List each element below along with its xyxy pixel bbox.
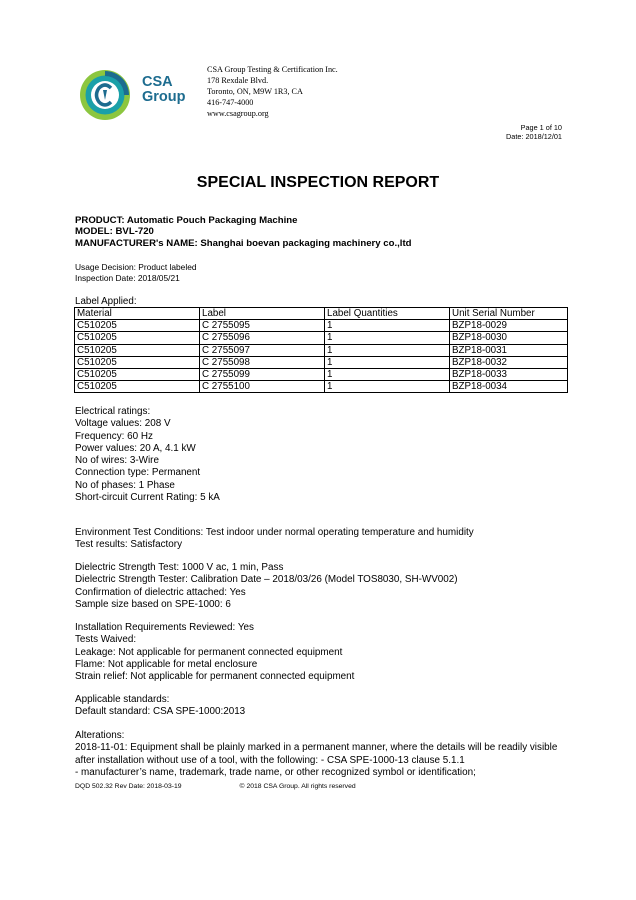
company-address bbox=[207, 64, 338, 119]
environment-tests bbox=[75, 527, 474, 552]
logo-text-csa: CSA bbox=[142, 74, 173, 90]
electrical-heading: Electrical ratings: bbox=[75, 406, 151, 417]
sample-size: Sample size based on SPE-1000: 6 bbox=[75, 598, 231, 610]
cell-quantity: 1 bbox=[325, 344, 450, 356]
cell-material: C510205 bbox=[75, 368, 200, 380]
flame: Flame: Not applicable for metal enclosure bbox=[75, 658, 258, 670]
applicable-standards bbox=[75, 694, 245, 719]
company-city: Toronto, ON, M9W 1R3, CA bbox=[207, 87, 303, 96]
voltage-values: Voltage values: 208 V bbox=[75, 418, 171, 430]
cell-quantity: 1 bbox=[325, 381, 450, 393]
cell-serial: BZP18-0029 bbox=[450, 320, 568, 332]
company-phone: 416-747-4000 bbox=[207, 98, 254, 107]
company-name: CSA Group Testing & Certification Inc. bbox=[207, 65, 338, 74]
logo-wordmark bbox=[142, 75, 186, 105]
default-standard: Default standard: CSA SPE-1000:2013 bbox=[75, 706, 246, 718]
cell-material: C510205 bbox=[75, 332, 200, 344]
page-info bbox=[506, 123, 562, 141]
footer-copyright: © 2018 CSA Group. All rights reserved bbox=[239, 783, 356, 790]
standards-heading: Applicable standards: bbox=[75, 694, 170, 705]
cell-material: C510205 bbox=[75, 344, 200, 356]
cell-quantity: 1 bbox=[325, 320, 450, 332]
installation-reviewed: Installation Requirements Reviewed: Yes bbox=[75, 622, 254, 633]
company-street: 178 Rexdale Blvd. bbox=[207, 76, 269, 85]
power-values: Power values: 20 A, 4.1 kW bbox=[75, 442, 196, 454]
cell-quantity: 1 bbox=[325, 332, 450, 344]
logo-text-group: Group bbox=[142, 89, 186, 105]
inspection-date: Inspection Date: 2018/05/21 bbox=[75, 272, 180, 283]
frequency: Frequency: 60 Hz bbox=[75, 430, 153, 442]
cell-serial: BZP18-0033 bbox=[450, 368, 568, 380]
table-row bbox=[75, 356, 568, 368]
table-row bbox=[75, 332, 568, 344]
number-of-wires: No of wires: 3-Wire bbox=[75, 455, 159, 467]
alteration-detail: - manufacturer’s name, trademark, trade name, or other recognized symbol or identification; bbox=[75, 766, 476, 778]
cell-material: C510205 bbox=[75, 320, 200, 332]
table-header-row bbox=[75, 308, 568, 320]
cell-material: C510205 bbox=[75, 356, 200, 368]
manufacturer-name: MANUFACTURER's NAME: Shanghai boevan packaging machinery co.,ltd bbox=[75, 237, 412, 249]
tests-waived: Tests Waived: bbox=[75, 634, 137, 646]
table-row bbox=[75, 368, 568, 380]
usage-info bbox=[75, 262, 197, 283]
header-unit-serial-number: Unit Serial Number bbox=[450, 308, 568, 320]
cell-serial: BZP18-0032 bbox=[450, 356, 568, 368]
cell-serial: BZP18-0030 bbox=[450, 332, 568, 344]
report-date: Date: 2018/12/01 bbox=[506, 132, 562, 141]
cell-quantity: 1 bbox=[325, 356, 450, 368]
cell-serial: BZP18-0031 bbox=[450, 344, 568, 356]
cell-label: C 2755100 bbox=[200, 381, 325, 393]
environment-conditions: Environment Test Conditions: Test indoor under normal operating temperature and humidity bbox=[75, 527, 474, 538]
installation-requirements bbox=[75, 622, 354, 683]
table-row bbox=[75, 344, 568, 356]
alterations-heading: Alterations: bbox=[75, 730, 125, 741]
page-number: Page 1 of 10 bbox=[520, 123, 562, 132]
usage-decision: Usage Decision: Product labeled bbox=[75, 262, 197, 272]
cell-label: C 2755098 bbox=[200, 356, 325, 368]
leakage: Leakage: Not applicable for permanent connected equipment bbox=[75, 646, 343, 658]
short-circuit-rating: Short-circuit Current Rating: 5 kA bbox=[75, 492, 220, 504]
cell-serial: BZP18-0034 bbox=[450, 381, 568, 393]
table-row bbox=[75, 381, 568, 393]
dielectric-confirmation: Confirmation of dielectric attached: Yes bbox=[75, 586, 246, 598]
report-title: SPECIAL INSPECTION REPORT bbox=[196, 174, 440, 191]
cell-label: C 2755097 bbox=[200, 344, 325, 356]
header-material: Material bbox=[75, 308, 200, 320]
product-name: PRODUCT: Automatic Pouch Packaging Machine bbox=[75, 215, 298, 226]
dielectric-tests bbox=[75, 562, 458, 611]
cell-label: C 2755099 bbox=[200, 368, 325, 380]
label-table bbox=[74, 307, 568, 393]
header-label: Label bbox=[200, 308, 325, 320]
footer-doc-code: DQD 502.32 Rev Date: 2018-03-19 bbox=[75, 783, 182, 790]
page-footer bbox=[75, 783, 356, 790]
table-row bbox=[75, 320, 568, 332]
electrical-ratings bbox=[75, 406, 220, 504]
alterations bbox=[75, 730, 565, 779]
cell-material: C510205 bbox=[75, 381, 200, 393]
header-label-quantities: Label Quantities bbox=[325, 308, 450, 320]
test-results: Test results: Satisfactory bbox=[75, 539, 183, 551]
label-applied-heading: Label Applied: bbox=[75, 296, 137, 307]
strain-relief: Strain relief: Not applicable for permanent connected equipment bbox=[75, 671, 355, 683]
product-info bbox=[75, 215, 412, 249]
product-model: MODEL: BVL-720 bbox=[75, 226, 154, 238]
cell-quantity: 1 bbox=[325, 368, 450, 380]
cell-label: C 2755096 bbox=[200, 332, 325, 344]
company-website: www.csagroup.org bbox=[207, 109, 269, 118]
alteration-entry: 2018-11-01: Equipment shall be plainly marked in a permanent manner, where the details will be readily visible after installation without use of a tool, with the following: - CSA SPE-1000-13 clause 5.1.1 bbox=[75, 742, 558, 766]
cell-label: C 2755095 bbox=[200, 320, 325, 332]
number-of-phases: No of phases: 1 Phase bbox=[75, 479, 175, 491]
dielectric-tester: Dielectric Strength Tester: Calibration Date – 2018/03/26 (Model TOS8030, SH-WV002) bbox=[75, 574, 458, 586]
dielectric-test: Dielectric Strength Test: 1000 V ac, 1 min, Pass bbox=[75, 562, 284, 573]
connection-type: Connection type: Permanent bbox=[75, 467, 201, 479]
